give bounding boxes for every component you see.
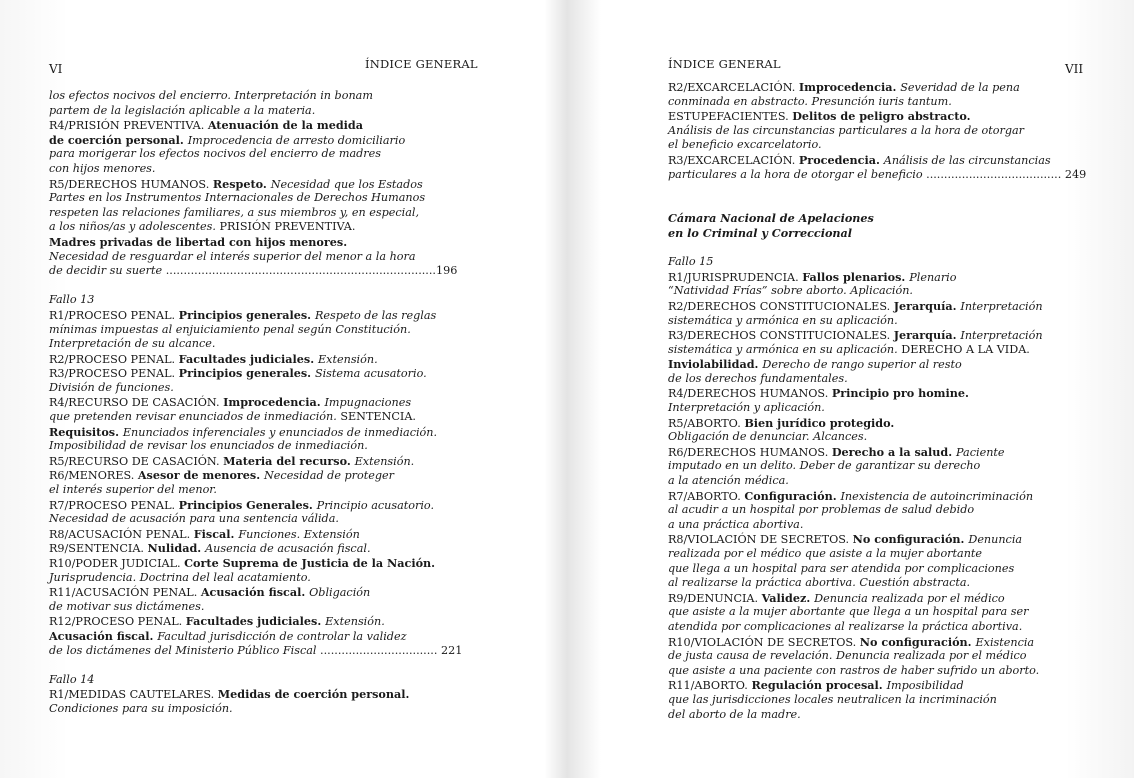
index-line	[49, 337, 469, 352]
index-line	[49, 147, 469, 162]
index-line	[668, 693, 1068, 708]
index-line	[668, 445, 1068, 460]
index-text-segment: Validez.	[761, 590, 815, 605]
index-line	[49, 585, 469, 600]
index-line	[668, 153, 1068, 168]
index-text-segment: al realizarse la práctica abortiva. Cuestión abstracta.	[668, 576, 971, 590]
index-line	[668, 474, 1068, 489]
index-text-segment: Principios Generales.	[178, 497, 317, 512]
index-text-segment: de motivar sus dictámenes.	[49, 599, 205, 613]
index-text-segment: Denuncia	[968, 533, 1023, 547]
index-text-segment: Facultades judiciales.	[185, 614, 326, 629]
index-text-segment: ............................................................................196	[165, 264, 458, 278]
index-text-segment: PRISIÓN PREVENTIVA.	[219, 220, 356, 234]
index-line	[668, 532, 1068, 547]
index-text-segment: Fallo 14	[49, 672, 95, 686]
index-text-segment: los efectos nocivos del encierro. Interpretación in bonam	[49, 89, 373, 102]
index-line	[668, 562, 1068, 577]
index-text-segment: Principio pro homine.	[831, 386, 969, 401]
index-text-segment: Procedencia.	[798, 152, 884, 167]
index-line	[49, 556, 469, 571]
index-text-segment: Análisis de las circunstancias particulares a la hora de otorgar	[668, 123, 1025, 137]
index-text-segment: que pretenden revisar enunciados de inmediación.	[49, 410, 341, 424]
index-text-segment: No configuración.	[852, 532, 969, 547]
index-text-segment: Delitos de peligro abstracto.	[792, 109, 971, 124]
index-text-segment: Necesidad que los Estados	[270, 177, 423, 191]
index-text-segment: Imposibilidad	[886, 679, 964, 693]
index-line	[49, 687, 469, 702]
index-line	[49, 483, 469, 498]
index-line	[668, 95, 1068, 110]
index-text-segment: R9/DENUNCIA.	[668, 591, 762, 605]
index-text-segment: R6/DERECHOS HUMANOS.	[668, 445, 832, 459]
index-line	[668, 314, 1068, 329]
index-text-segment: Jerarquía.	[893, 328, 961, 343]
index-text-segment: Paciente	[956, 445, 1005, 459]
index-text-segment: R7/ABORTO.	[668, 489, 745, 503]
index-line	[668, 167, 1087, 183]
index-text-segment: que las jurisdicciones locales neutralicen la incriminación	[668, 692, 997, 706]
index-line	[668, 226, 1068, 241]
index-line	[668, 576, 1068, 591]
index-text-segment: Fallo 15	[668, 255, 714, 269]
index-text-segment: Fallos plenarios.	[802, 269, 910, 284]
index-text-segment: R12/PROCESO PENAL.	[49, 615, 186, 629]
index-text-segment: Sistema acusatorio.	[314, 367, 427, 381]
index-line	[49, 162, 469, 177]
index-text-segment: Inexistencia de autoincriminación	[840, 489, 1034, 503]
index-text-segment: Interpretación	[960, 299, 1043, 313]
index-text-segment: R1/PROCESO PENAL.	[49, 308, 179, 322]
index-line	[49, 454, 469, 469]
index-text-segment: Facultad jurisdicción de controlar la validez	[157, 629, 407, 643]
index-line	[668, 416, 1068, 431]
index-text-segment: del aborto de la madre.	[668, 707, 801, 721]
index-text-segment: Derecho de rango superior al resto	[762, 358, 962, 372]
index-text-segment: R4/DERECHOS HUMANOS.	[668, 387, 832, 401]
index-text-segment: el interés superior del menor.	[49, 483, 217, 497]
index-line	[49, 104, 469, 119]
index-line	[49, 527, 469, 542]
index-text-segment: conminada en abstracto. Presunción iuris tantum.	[668, 94, 952, 108]
index-line	[49, 673, 469, 688]
index-text-segment: mínimas impuestas al enjuiciamiento penal según Constitución.	[49, 322, 411, 336]
index-text-segment: que asiste a una paciente con rastros de haber sufrido un aborto.	[668, 663, 1040, 677]
index-text-segment: R7/PROCESO PENAL.	[49, 498, 179, 512]
index-text-segment: de decidir su suerte	[49, 264, 166, 278]
index-text-segment: Madres privadas de libertad con hijos menores.	[49, 234, 348, 249]
index-text-segment: Obligación de denunciar. Alcances.	[668, 430, 868, 444]
index-text-segment: R11/ABORTO.	[668, 679, 752, 693]
index-text-segment: a la atención médica.	[668, 474, 789, 488]
index-text-segment: Interpretación de su alcance.	[49, 337, 216, 351]
index-text-segment: Derecho a la salud.	[831, 444, 957, 459]
index-text-segment: en lo Criminal y Correccional	[668, 225, 853, 240]
index-text-segment: R1/MEDIDAS CAUTELARES.	[49, 688, 218, 702]
index-text-segment: a una práctica abortiva.	[668, 517, 804, 531]
index-text-segment: R10/VIOLACIÓN DE SECRETOS.	[668, 635, 860, 649]
index-text-segment: Corte Suprema de Justicia de la Nación.	[184, 556, 436, 570]
index-line	[49, 133, 469, 148]
index-text-segment: Necesidad de acusación para una sentencia válida.	[49, 512, 339, 526]
right-page	[575, 0, 1134, 778]
index-line	[668, 649, 1068, 664]
index-text-segment: sistemática y armónica en su aplicación.	[668, 313, 898, 327]
index-text-segment: Improcedencia.	[798, 80, 901, 94]
index-text-segment: Condiciones para su imposición.	[49, 701, 233, 715]
index-line	[668, 109, 1068, 124]
index-text-segment: a los niños/as y adolescentes.	[49, 220, 220, 234]
index-text-segment: Necesidad de proteger	[264, 469, 395, 483]
index-line	[668, 620, 1068, 635]
index-text-segment: de justa causa de revelación. Denuncia realizada por el médico	[668, 649, 1027, 663]
index-text-segment: R3/DERECHOS CONSTITUCIONALES.	[668, 329, 894, 343]
index-line	[668, 489, 1068, 504]
index-line	[668, 299, 1068, 314]
index-line	[668, 80, 1068, 95]
index-line	[668, 386, 1068, 401]
index-line	[668, 518, 1068, 533]
index-text-segment: R3/PROCESO PENAL.	[49, 367, 179, 381]
index-line	[49, 118, 469, 133]
index-text-segment: de los dictámenes del Ministerio Público Fiscal	[49, 643, 321, 657]
index-line	[668, 708, 1068, 723]
index-line	[668, 270, 1068, 285]
index-line	[668, 591, 1068, 606]
index-text-segment: “Natividad Frías” sobre aborto. Aplicación.	[668, 284, 913, 298]
index-text-segment: R1/JURISPRUDENCIA.	[668, 270, 803, 284]
index-text-segment: ................................. 221	[320, 643, 463, 657]
index-text	[668, 80, 1087, 722]
index-text-segment: Configuración.	[744, 488, 841, 503]
running-header: ÍNDICE GENERAL	[668, 57, 781, 71]
index-line	[668, 635, 1068, 650]
running-header: ÍNDICE GENERAL	[365, 57, 478, 71]
index-text-segment: Principios generales.	[178, 366, 315, 381]
page-number: VII	[1065, 62, 1084, 76]
index-line	[668, 255, 1068, 270]
index-line	[668, 664, 1068, 679]
index-line	[49, 425, 469, 440]
left-page	[0, 0, 560, 778]
index-text-segment: Extensión.	[318, 352, 378, 366]
index-text-segment: imputado en un delito. Deber de garantizar su derecho	[668, 459, 981, 473]
index-text-segment: Nulidad.	[147, 541, 206, 556]
index-text-segment: Improcedencia de arresto domiciliario	[187, 133, 406, 147]
index-text-segment: Extensión.	[325, 615, 385, 629]
index-line	[668, 138, 1068, 153]
index-text-segment: Imposibilidad de revisar los enunciados de inmediación.	[49, 439, 368, 453]
index-line	[49, 191, 469, 206]
index-text-segment: Necesidad de resguardar el interés superior del menor a la hora	[49, 249, 416, 263]
index-text-segment: Improcedencia.	[223, 395, 325, 410]
index-text-segment: R5/RECURSO DE CASACIÓN.	[49, 454, 224, 468]
index-text-segment: Partes en los Instrumentos Internacionales de Derechos Humanos	[49, 191, 426, 205]
index-text-segment: respeten las relaciones familiares, a sus miembros y, en especial,	[49, 205, 420, 219]
index-text-segment: atendida por complicaciones al realizarse la práctica abortiva.	[668, 619, 1023, 633]
index-text-segment: Extensión.	[354, 454, 415, 468]
index-line	[49, 235, 469, 250]
index-line	[49, 439, 469, 454]
index-line	[49, 352, 469, 367]
index-text-segment: Jerarquía.	[893, 298, 961, 313]
index-line	[668, 343, 1068, 358]
index-line	[668, 372, 1068, 387]
blank-line	[668, 241, 1068, 256]
index-text-segment: R8/ACUSACIÓN PENAL.	[49, 527, 194, 541]
index-text-segment: Enunciados inferenciales y enunciados de inmediación.	[122, 425, 438, 439]
index-line	[668, 124, 1068, 139]
index-text-segment: para morigerar los efectos nocivos del encierro de madres	[49, 147, 381, 161]
index-text-segment: Existencia	[975, 635, 1035, 649]
index-line	[668, 503, 1068, 518]
index-text-segment: de coerción personal.	[49, 132, 188, 147]
index-line	[668, 357, 1068, 372]
index-text-segment: R4/PRISIÓN PREVENTIVA.	[49, 119, 208, 133]
index-text-segment: R5/DERECHOS HUMANOS.	[49, 177, 213, 191]
index-text-segment: Cámara Nacional de Apelaciones	[668, 211, 874, 226]
index-text-segment: R2/DERECHOS CONSTITUCIONALES.	[668, 299, 894, 313]
index-text-segment: Fallo 13	[49, 293, 95, 307]
index-text-segment: R2/EXCARCELACIÓN.	[668, 81, 799, 94]
index-text-segment: Asesor de menores.	[137, 468, 265, 483]
index-line	[49, 177, 469, 192]
index-line	[49, 629, 469, 644]
blank-line	[668, 197, 1068, 212]
index-line	[49, 381, 469, 396]
index-line	[49, 410, 469, 425]
index-text-segment: particulares a la hora de otorgar el beneficio	[668, 167, 927, 181]
index-text-segment: que llega a un hospital para ser atendida por complicaciones	[668, 561, 1015, 575]
index-text-segment: que asiste a la mujer abortante que llega a un hospital para ser	[668, 605, 1029, 619]
index-line	[668, 547, 1068, 562]
index-line	[668, 430, 1068, 445]
index-text-segment: Acusación fiscal.	[200, 585, 310, 600]
index-line	[49, 498, 469, 513]
index-text-segment: sistemática y armónica en su aplicación.	[668, 342, 902, 356]
index-line	[49, 614, 469, 629]
index-text-segment: Respeto.	[212, 176, 271, 191]
index-line	[668, 678, 1068, 693]
index-text-segment: División de funciones.	[49, 380, 174, 394]
index-line	[49, 264, 469, 279]
index-text-segment: al acudir a un hospital por problemas de salud debido	[668, 503, 975, 517]
index-text-segment: Atenuación de la medida	[207, 118, 363, 133]
index-text-segment: Materia del recurso.	[223, 453, 355, 468]
index-text-segment: Facultades judiciales.	[178, 351, 319, 366]
index-line	[49, 512, 469, 527]
index-text-segment: realizada por el médico que asiste a la mujer abortante	[668, 547, 983, 560]
index-line	[49, 541, 469, 556]
index-text-segment: con hijos menores.	[49, 161, 156, 175]
blank-line	[49, 658, 469, 673]
blank-line	[668, 182, 1068, 197]
index-text-segment: Interpretación	[960, 329, 1043, 343]
index-line	[49, 571, 469, 586]
index-line	[668, 284, 1068, 299]
index-text-segment: Requisitos.	[49, 424, 123, 439]
index-text-segment: Plenario	[909, 270, 957, 284]
index-text-segment: Medidas de coerción personal.	[217, 687, 410, 702]
index-text-segment: partem de la legislación aplicable a la materia.	[49, 103, 316, 117]
index-line	[49, 600, 469, 615]
index-text-segment: R6/MENORES.	[49, 469, 138, 483]
index-text-segment: R9/SENTENCIA.	[49, 542, 148, 556]
index-text-segment: Acusación fiscal.	[49, 628, 158, 643]
index-line	[668, 328, 1068, 343]
index-line	[668, 459, 1068, 474]
blank-line	[49, 279, 469, 294]
index-text	[49, 89, 469, 717]
index-text-segment: R4/RECURSO DE CASACIÓN.	[49, 396, 224, 410]
index-line	[49, 395, 469, 410]
index-line	[668, 211, 1068, 226]
index-line	[49, 89, 469, 104]
index-text-segment: DERECHO A LA VIDA.	[901, 342, 1030, 356]
index-line	[49, 220, 469, 235]
index-text-segment: R3/EXCARCELACIÓN.	[668, 153, 799, 167]
index-text-segment: Fiscal.	[193, 526, 239, 541]
index-text-segment: R11/ACUSACIÓN PENAL.	[49, 586, 201, 600]
index-line	[49, 250, 469, 265]
index-line	[49, 323, 469, 338]
index-text-segment: Análisis de las circunstancias	[883, 153, 1051, 167]
index-line	[49, 468, 469, 483]
index-text-segment: Interpretación y aplicación.	[668, 401, 825, 415]
index-text-segment: Severidad de la pena	[900, 81, 1020, 94]
index-line	[49, 644, 469, 659]
index-text-segment: de los derechos fundamentales.	[668, 371, 848, 385]
index-line	[668, 401, 1068, 416]
index-text-segment: Impugnaciones	[324, 396, 412, 410]
index-text-segment: Principios generales.	[178, 307, 315, 322]
index-text-segment: No configuración.	[859, 634, 976, 649]
index-text-segment: Inviolabilidad.	[668, 357, 763, 372]
index-line	[49, 702, 469, 717]
index-line	[49, 293, 469, 308]
index-line	[49, 366, 469, 381]
index-text-segment: R5/ABORTO.	[668, 416, 745, 430]
index-text-segment: Obligación	[309, 586, 371, 600]
index-line	[49, 308, 469, 323]
page-number: VI	[49, 62, 63, 76]
index-text-segment: SENTENCIA.	[340, 410, 416, 424]
index-text-segment: R8/VIOLACIÓN DE SECRETOS.	[668, 533, 853, 547]
index-text-segment: el beneficio excarcelatorio.	[668, 138, 822, 152]
index-line	[49, 206, 469, 221]
index-line	[668, 605, 1068, 620]
index-text-segment: Denuncia realizada por el médico	[814, 591, 1005, 605]
index-text-segment: Funciones. Extensión	[238, 527, 360, 541]
index-text-segment: Respeto de las reglas	[314, 308, 437, 322]
index-text-segment: ...................................... 249	[926, 167, 1087, 181]
index-text-segment: R10/PODER JUDICIAL.	[49, 557, 185, 570]
index-text-segment: Bien jurídico protegido.	[744, 415, 895, 430]
index-text-segment: Jurisprudencia. Doctrina del leal acatamiento.	[49, 570, 311, 584]
index-text-segment: Regulación procesal.	[751, 678, 887, 693]
index-text-segment: R2/PROCESO PENAL.	[49, 352, 179, 366]
index-text-segment: Ausencia de acusación fiscal.	[205, 542, 371, 556]
index-text-segment: ESTUPEFACIENTES.	[668, 110, 793, 124]
index-text-segment: Principio acusatorio.	[316, 498, 435, 512]
